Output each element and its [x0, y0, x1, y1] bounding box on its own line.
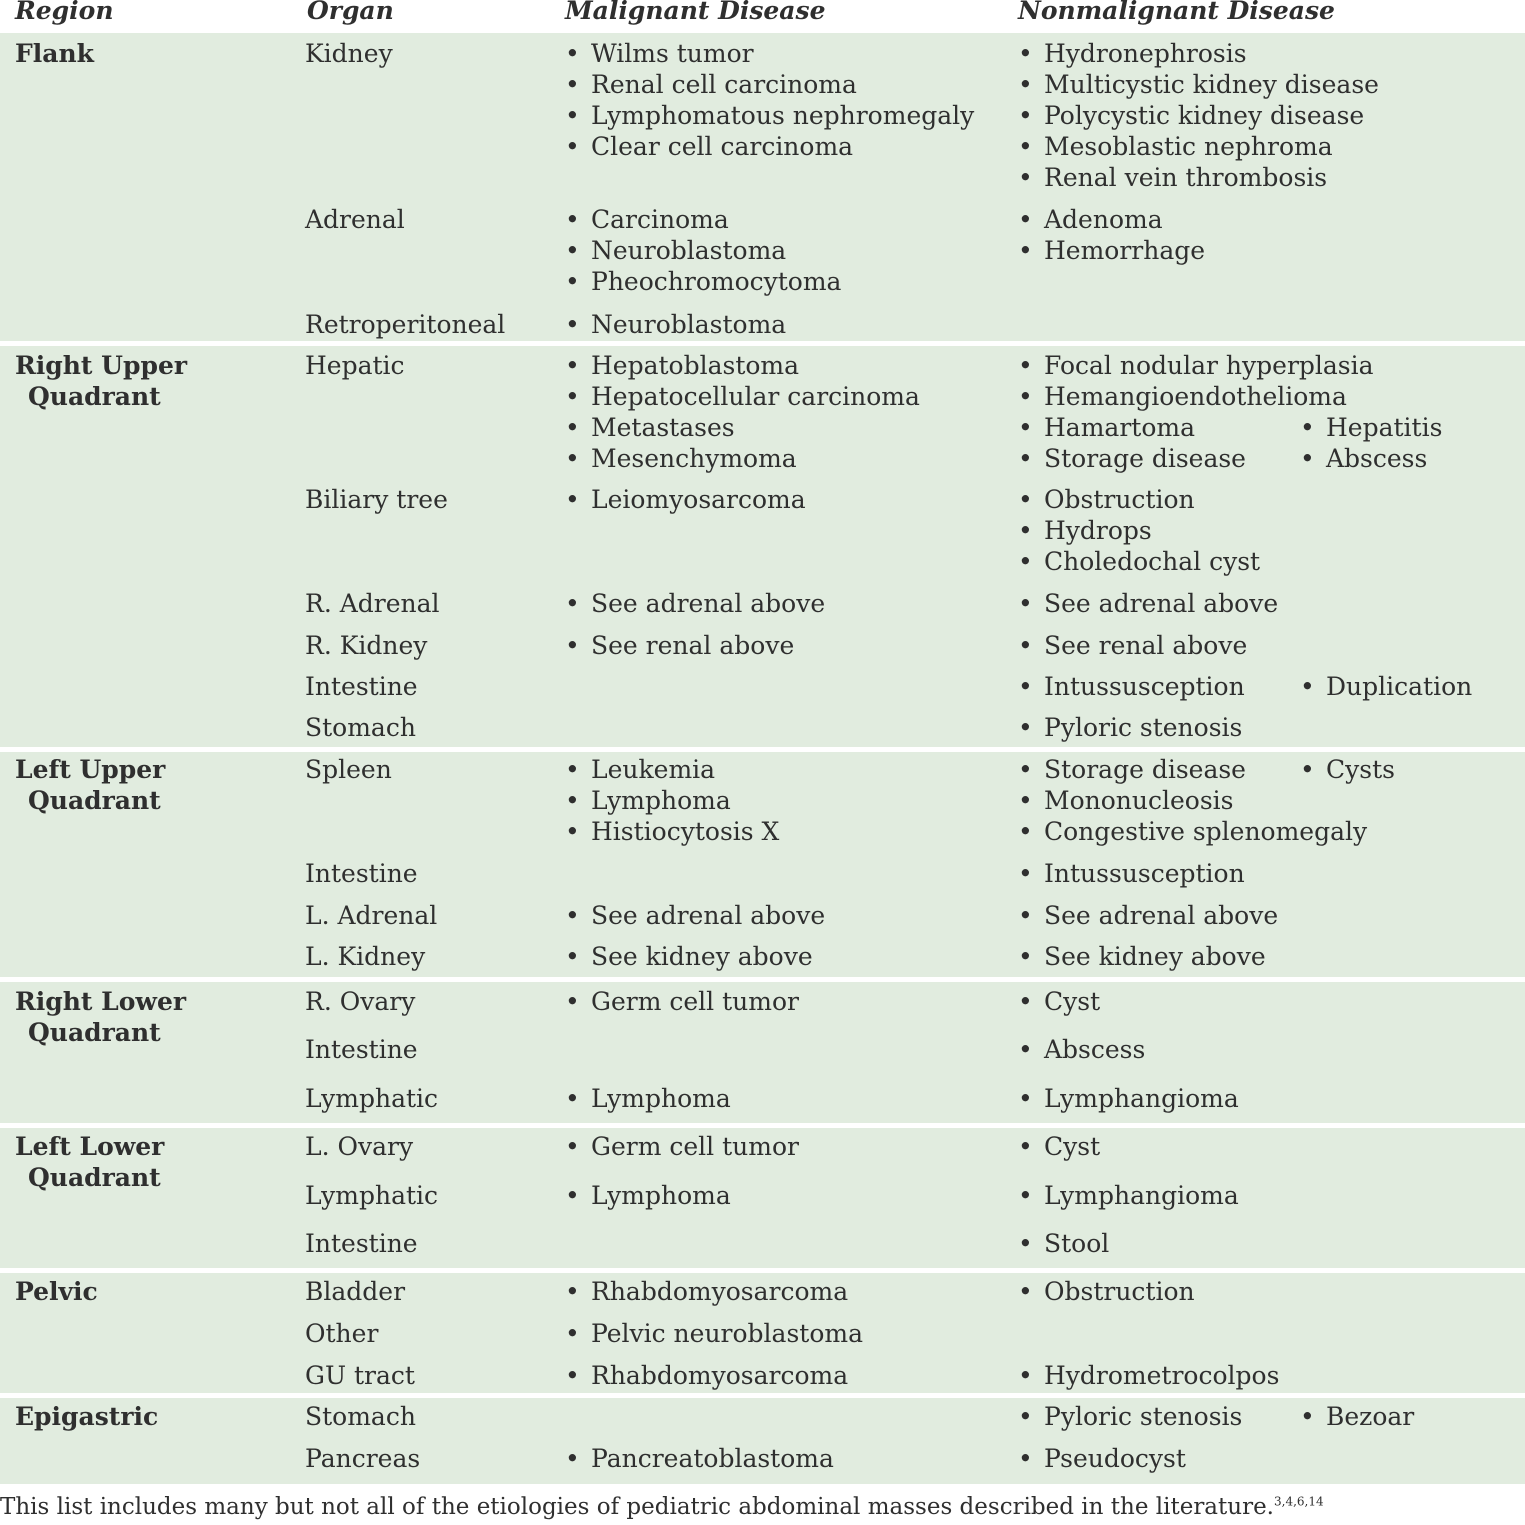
list-item: • Renal vein thrombosis — [1018, 162, 1379, 193]
header-region: Region — [15, 0, 114, 25]
table-row — [292, 1273, 1525, 1310]
list-item: • Obstruction — [1018, 1276, 1195, 1307]
region-label — [15, 1131, 164, 1193]
malignant-list — [565, 1360, 848, 1391]
nonmalignant-list — [1018, 1360, 1279, 1391]
list-spacer — [1300, 350, 1442, 381]
list-item: • Pyloric stenosis — [1018, 1401, 1242, 1432]
list-item: • Pelvic neuroblastoma — [565, 1318, 863, 1349]
list-item: • Obstruction — [1018, 484, 1260, 515]
header-malignant: Malignant Disease — [565, 0, 826, 25]
list-item: • Hydrometrocolpos — [1018, 1360, 1279, 1391]
list-item: • Neuroblastoma — [565, 235, 841, 266]
table-row — [292, 585, 1525, 622]
nonmalignant-list — [1018, 1034, 1145, 1065]
list-item: • Lymphangioma — [1018, 1180, 1239, 1211]
region-label — [15, 1276, 98, 1307]
list-item: • Hepatocellular carcinoma — [565, 381, 920, 412]
list-item: • Choledochal cyst — [1018, 546, 1260, 577]
malignant-list — [565, 941, 813, 972]
organ-label: Biliary tree — [305, 485, 448, 514]
list-item: • See adrenal above — [1018, 900, 1278, 931]
list-item: • Mesenchymoma — [565, 443, 920, 474]
region-label-line1: Pelvic — [15, 1277, 98, 1306]
organ-label: R. Kidney — [305, 631, 428, 660]
nonmalignant-extra-list — [1300, 350, 1442, 474]
nonmalignant-list — [1018, 941, 1266, 972]
list-item: • Neuroblastoma — [565, 309, 786, 340]
table-row — [292, 1357, 1525, 1393]
header-organ: Organ — [307, 0, 394, 25]
table-row — [292, 202, 1525, 300]
list-item: • Duplication — [1300, 671, 1472, 702]
list-item: • See kidney above — [565, 941, 813, 972]
list-item: • Wilms tumor — [565, 38, 974, 69]
region-label — [15, 350, 187, 412]
list-item: • Polycystic kidney disease — [1018, 100, 1379, 131]
organ-label: Intestine — [305, 1035, 418, 1064]
organ-label: L. Ovary — [305, 1132, 414, 1161]
list-item: • Germ cell tumor — [565, 1131, 799, 1162]
organ-label: Other — [305, 1319, 379, 1348]
malignant-list — [565, 986, 799, 1017]
organ-label: Hepatic — [305, 351, 405, 380]
nonmalignant-list — [1018, 38, 1379, 193]
organ-label: L. Adrenal — [305, 901, 438, 930]
table-row — [292, 484, 1525, 580]
malignant-list — [565, 1083, 731, 1114]
organ-label: L. Kidney — [305, 942, 426, 971]
organ-label: GU tract — [305, 1361, 415, 1390]
list-item: • Storage disease — [1018, 443, 1374, 474]
organ-label: Kidney — [305, 39, 393, 68]
malignant-list — [565, 204, 841, 297]
region-label — [15, 754, 165, 816]
region-label-line1: Left Upper — [15, 755, 166, 784]
nonmalignant-list — [1018, 900, 1278, 931]
nonmalignant-list — [1018, 858, 1245, 889]
nonmalignant-list — [1018, 1131, 1100, 1162]
organ-label: Spleen — [305, 755, 392, 784]
table-row — [292, 1033, 1525, 1074]
nonmalignant-list — [1018, 204, 1205, 266]
region-label — [15, 986, 186, 1048]
table-row — [292, 627, 1525, 664]
list-item: • Hydronephrosis — [1018, 38, 1379, 69]
nonmalignant-extra-list — [1300, 754, 1395, 785]
region-label-line2: Quadrant — [28, 786, 161, 815]
organ-label: Retroperitoneal — [305, 310, 506, 339]
organ-label: R. Ovary — [305, 987, 416, 1016]
region-label — [15, 38, 94, 69]
table-row — [292, 1225, 1525, 1268]
region-label-line1: Left Lower — [15, 1132, 165, 1161]
nonmalignant-extra-list — [1300, 671, 1472, 702]
nonmalignant-list — [1018, 712, 1242, 743]
list-item: • Clear cell carcinoma — [565, 131, 974, 162]
region-label-line2: Quadrant — [28, 382, 161, 411]
list-item: • Pancreatoblastoma — [565, 1443, 834, 1474]
footnote-refs: 3,4,6,14 — [1274, 1494, 1324, 1509]
region-label-line1: Flank — [15, 39, 94, 68]
list-item: • Mesoblastic nephroma — [1018, 131, 1379, 162]
list-item: • Cyst — [1018, 986, 1100, 1017]
list-item: • Leiomyosarcoma — [565, 484, 806, 515]
table-row — [292, 855, 1525, 892]
list-item: • See kidney above — [1018, 941, 1266, 972]
list-item: • See adrenal above — [565, 588, 825, 619]
list-item: • Hydrops — [1018, 515, 1260, 546]
malignant-list — [565, 309, 786, 340]
malignant-list — [565, 38, 974, 162]
nonmalignant-list — [1018, 1180, 1239, 1211]
region-label — [15, 1401, 158, 1432]
list-item: • Congestive splenomegaly — [1018, 816, 1367, 847]
list-item: • Lymphangioma — [1018, 1083, 1239, 1114]
list-item: • Abscess — [1300, 443, 1442, 474]
list-item: • Hepatoblastoma — [565, 350, 920, 381]
table-row — [292, 1080, 1525, 1123]
list-item: • Abscess — [1018, 1034, 1145, 1065]
organ-label: Intestine — [305, 672, 418, 701]
list-spacer — [1300, 381, 1442, 412]
organ-label: Stomach — [305, 713, 416, 742]
malignant-list — [565, 1443, 834, 1474]
table-row — [292, 939, 1525, 977]
footnote — [0, 1494, 1324, 1520]
list-item: • Hemangioendothelioma — [1018, 381, 1374, 412]
nonmalignant-list — [1018, 671, 1245, 702]
list-item: • Hamartoma — [1018, 412, 1374, 443]
list-item: • Multicystic kidney disease — [1018, 69, 1379, 100]
list-item: • Stool — [1018, 1228, 1109, 1259]
list-item: • Leukemia — [565, 754, 779, 785]
organ-label: Adrenal — [305, 205, 405, 234]
list-item: • Storage disease — [1018, 754, 1367, 785]
list-item: • Lymphomatous nephromegaly — [565, 100, 974, 131]
table-row — [292, 1128, 1525, 1172]
list-item: • Hemorrhage — [1018, 235, 1205, 266]
list-item: • Cysts — [1300, 754, 1395, 785]
list-item: • See adrenal above — [565, 900, 825, 931]
nonmalignant-list — [1018, 1083, 1239, 1114]
malignant-list — [565, 754, 779, 847]
list-item: • Lymphoma — [565, 785, 779, 816]
organ-label: Intestine — [305, 859, 418, 888]
list-item: • Pyloric stenosis — [1018, 712, 1242, 743]
table-row — [292, 710, 1525, 747]
list-item: • Pheochromocytoma — [565, 266, 841, 297]
nonmalignant-list — [1018, 630, 1247, 661]
nonmalignant-extra-list — [1300, 1401, 1414, 1432]
region-label-line1: Right Lower — [15, 987, 187, 1016]
list-item: • Hepatitis — [1300, 412, 1442, 443]
organ-label: Intestine — [305, 1229, 418, 1258]
malignant-list — [565, 630, 794, 661]
header-nonmalignant: Nonmalignant Disease — [1018, 0, 1335, 25]
organ-label: Lymphatic — [305, 1084, 439, 1113]
table-row — [292, 897, 1525, 934]
list-item: • Renal cell carcinoma — [565, 69, 974, 100]
nonmalignant-list — [1018, 1401, 1242, 1432]
malignant-list — [565, 1131, 799, 1162]
list-item: • See adrenal above — [1018, 588, 1278, 619]
organ-label: Pancreas — [305, 1444, 421, 1473]
organ-label: Stomach — [305, 1402, 416, 1431]
list-item: • Lymphoma — [565, 1083, 731, 1114]
list-item: • Histiocytosis X — [565, 816, 779, 847]
list-item: • Rhabdomyosarcoma — [565, 1360, 848, 1391]
list-item: • Cyst — [1018, 1131, 1100, 1162]
region-label-line1: Epigastric — [15, 1402, 159, 1431]
malignant-list — [565, 350, 920, 474]
malignant-list — [565, 484, 806, 515]
nonmalignant-list — [1018, 1228, 1109, 1259]
table-row — [292, 1177, 1525, 1219]
list-item: • Bezoar — [1300, 1401, 1414, 1432]
nonmalignant-list — [1018, 1276, 1195, 1307]
region-label-line2: Quadrant — [28, 1018, 161, 1047]
list-item: • Carcinoma — [565, 204, 841, 235]
list-item: • See renal above — [565, 630, 794, 661]
list-item: • Germ cell tumor — [565, 986, 799, 1017]
nonmalignant-list — [1018, 986, 1100, 1017]
nonmalignant-list — [1018, 1443, 1186, 1474]
list-item: • Rhabdomyosarcoma — [565, 1276, 848, 1307]
list-item: • Lymphoma — [565, 1180, 731, 1211]
region-label-line1: Right Upper — [15, 351, 188, 380]
list-item: • Intussusception — [1018, 858, 1245, 889]
nonmalignant-list — [1018, 484, 1260, 577]
table-row — [292, 982, 1525, 1027]
list-item: • Mononucleosis — [1018, 785, 1367, 816]
organ-label: R. Adrenal — [305, 589, 440, 618]
malignant-list — [565, 900, 825, 931]
list-item: • Intussusception — [1018, 671, 1245, 702]
malignant-list — [565, 1180, 731, 1211]
malignant-list — [565, 1276, 848, 1307]
list-item: • Metastases — [565, 412, 920, 443]
malignant-list — [565, 588, 825, 619]
region-label-line2: Quadrant — [28, 1163, 161, 1192]
table-row — [292, 1441, 1525, 1484]
list-item: • Adenoma — [1018, 204, 1205, 235]
list-item: • See renal above — [1018, 630, 1247, 661]
organ-label: Lymphatic — [305, 1181, 439, 1210]
nonmalignant-list — [1018, 588, 1278, 619]
list-item: • Focal nodular hyperplasia — [1018, 350, 1374, 381]
malignant-list — [565, 1318, 863, 1349]
footnote-text: This list includes many but not all of the etiologies of pediatric abdominal masses described in the literature. — [0, 1494, 1274, 1520]
list-item: • Pseudocyst — [1018, 1443, 1186, 1474]
organ-label: Bladder — [305, 1277, 406, 1306]
table-row — [292, 1316, 1525, 1352]
